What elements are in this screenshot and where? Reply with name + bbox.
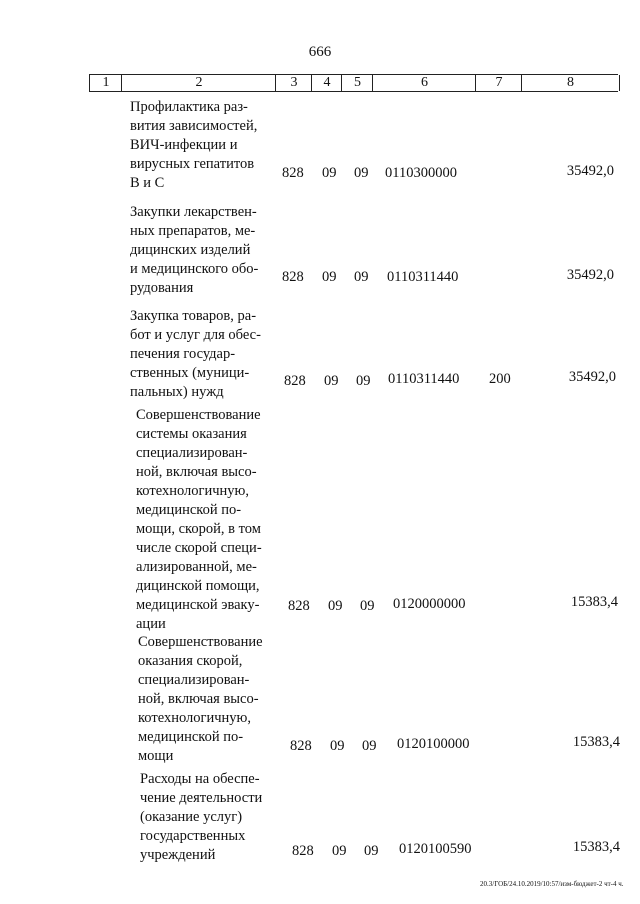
cell-target-article: 0110300000 xyxy=(385,165,457,181)
cell-amount: 15383,4 xyxy=(570,594,618,610)
column-header-1: 1 xyxy=(89,75,122,91)
cell-target-article: 0110311440 xyxy=(388,371,460,387)
cell-target-article: 0120000000 xyxy=(393,596,466,612)
column-header-4: 4 xyxy=(311,75,342,91)
cell-section: 09 xyxy=(332,843,347,859)
cell-ministry: 828 xyxy=(282,165,304,181)
column-header-8: 8 xyxy=(521,75,620,91)
row-description: Совершенствование системы оказания специализирован- ной, включая высо- котехнологичную, медицинской по- мощи, скорой, в том числе скорой специ- ализированной, ме- дицинской помощи, медицинской эваку- ации xyxy=(136,407,262,632)
cell-ministry: 828 xyxy=(282,269,304,285)
cell-subsection: 09 xyxy=(354,165,369,181)
row-description: Расходы на обеспе- чение деятельности (оказание услуг) государственных учреждений xyxy=(140,771,263,863)
cell-subsection: 09 xyxy=(360,598,375,614)
cell-amount: 35492,0 xyxy=(566,163,614,179)
column-header-3: 3 xyxy=(275,75,312,91)
cell-ministry: 828 xyxy=(292,843,314,859)
cell-target-article: 0110311440 xyxy=(387,269,459,285)
column-header-2: 2 xyxy=(121,75,276,91)
cell-amount: 35492,0 xyxy=(568,369,616,385)
cell-amount: 15383,4 xyxy=(572,734,620,750)
column-header-7: 7 xyxy=(475,75,522,91)
cell-subsection: 09 xyxy=(356,373,371,389)
cell-section: 09 xyxy=(324,373,339,389)
cell-ministry: 828 xyxy=(290,738,312,754)
column-header-6: 6 xyxy=(372,75,476,91)
cell-amount: 35492,0 xyxy=(566,267,614,283)
cell-expense-type: 200 xyxy=(489,371,511,387)
table-header xyxy=(89,74,618,92)
cell-section: 09 xyxy=(328,598,343,614)
row-description: Закупка товаров, ра- бот и услуг для обес- печения государ- ственных (муници- пальных) нужд xyxy=(130,308,261,400)
cell-ministry: 828 xyxy=(288,598,310,614)
cell-subsection: 09 xyxy=(364,843,379,859)
cell-section: 09 xyxy=(322,269,337,285)
cell-target-article: 0120100590 xyxy=(399,841,472,857)
cell-subsection: 09 xyxy=(362,738,377,754)
row-description: Профилактика раз- вития зависимостей, ВИЧ-инфекции и вирусных гепатитов В и С xyxy=(130,99,258,191)
cell-section: 09 xyxy=(322,165,337,181)
column-header-5: 5 xyxy=(341,75,373,91)
cell-target-article: 0120100000 xyxy=(397,736,470,752)
cell-section: 09 xyxy=(330,738,345,754)
row-description: Закупки лекарствен- ных препаратов, ме- дицинских изделий и медицинского обо- рудования xyxy=(130,204,259,296)
page-number: 666 xyxy=(308,44,332,60)
document-footer-stamp: 20.3/ГОБ/24.10.2019/10:57/изм-бюджет-2 чт-4 ч. xyxy=(480,880,624,888)
cell-ministry: 828 xyxy=(284,373,306,389)
cell-subsection: 09 xyxy=(354,269,369,285)
row-description: Совершенствование оказания скорой, специализирован- ной, включая высо- котехнологичную, медицинской по- мощи xyxy=(138,634,263,764)
cell-amount: 15383,4 xyxy=(572,839,620,855)
